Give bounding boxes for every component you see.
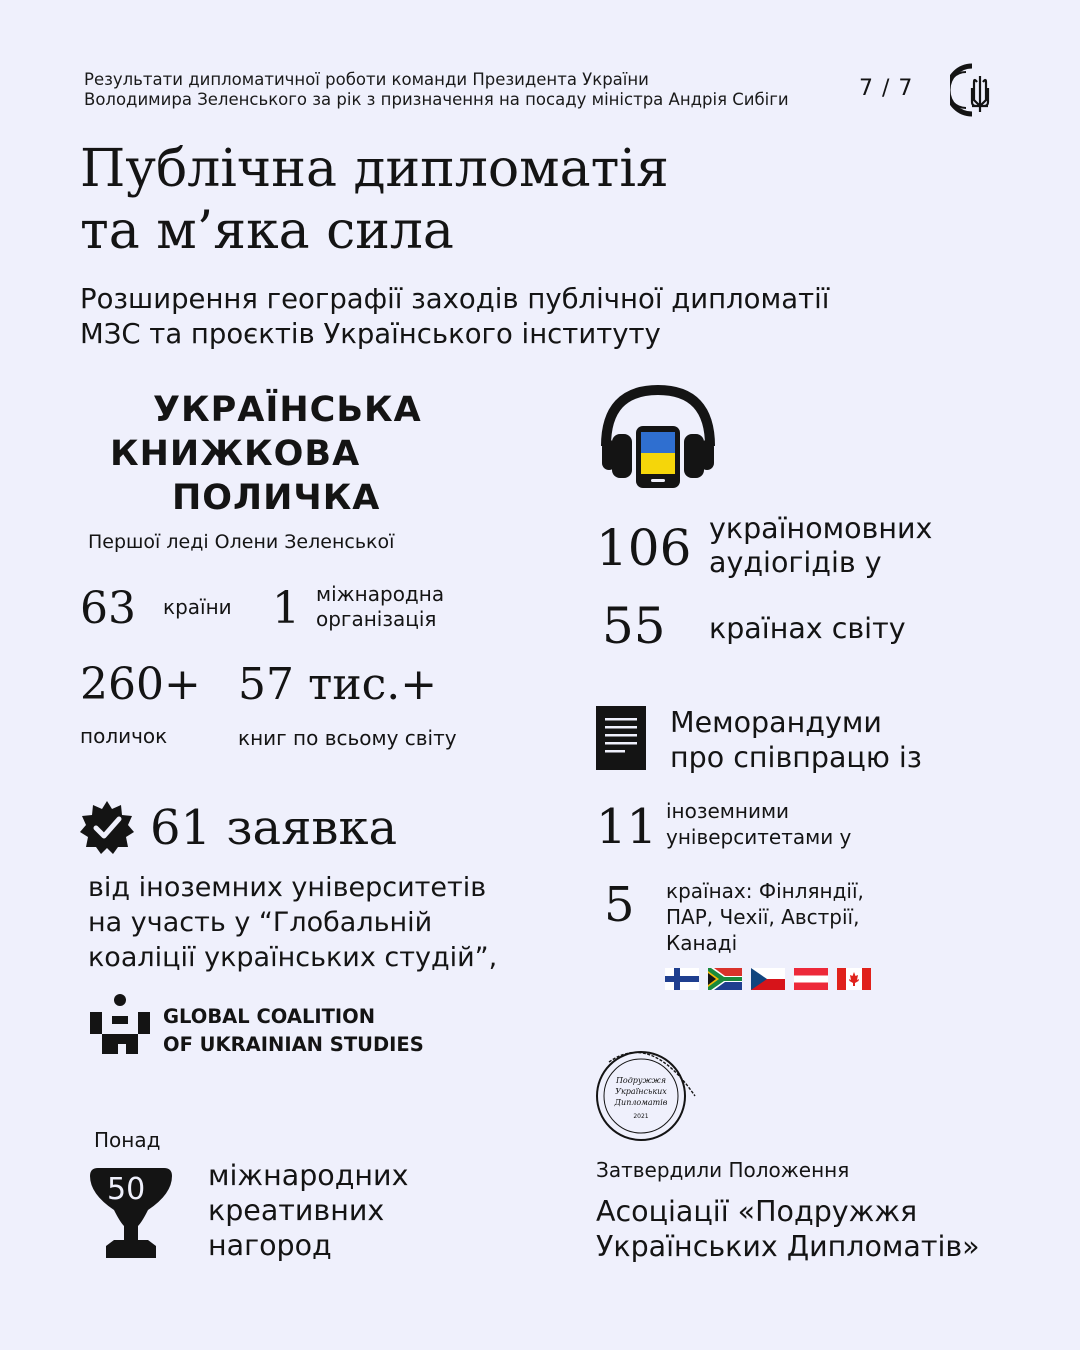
document-icon [596,706,646,770]
association-line-2: Українських Дипломатів» [596,1230,980,1263]
memoranda-countries-line-2: ПАР, Чехії, Австрії, [666,905,860,929]
orgs-count: 1 [272,583,300,634]
books-label: книг по всьому світу [238,726,457,750]
awards-line-3: нагород [208,1229,332,1262]
memoranda-countries-line-1: країнах: Фінляндії, [666,879,864,903]
gcus-line-2: OF UKRAINIAN STUDIES [163,1033,424,1056]
country-flags [665,968,871,990]
applications-headline: 61 заявка [150,800,398,856]
audioguides-count: 106 [596,519,692,577]
ministry-logo-icon [950,62,1006,118]
svg-text:Дипломатів: Дипломатів [614,1098,668,1107]
audioguides-label-line-1: україномовних [709,512,933,545]
countries-count: 63 [80,583,136,634]
verified-badge-icon [80,800,134,854]
memoranda-title [670,705,922,775]
header-line-2: Володимира Зеленського за рік з призначення на посаду міністра Андрія Сибіги [84,90,789,109]
shelves-label: поличок [80,724,168,748]
orgs-label-line-2: організація [316,607,437,631]
header-line-1: Результати дипломатичної роботи команди Президента України [84,70,649,89]
universities-label-line-1: іноземними [666,799,790,823]
awards-line-2: креативних [208,1194,385,1227]
book-shelf-subtitle: Першої леді Олени Зеленської [88,531,395,553]
awards-prefix: Понад [94,1128,161,1152]
canada-flag-icon [837,968,871,990]
title-line-2: та м’яка сила [80,201,454,261]
association-seal-icon [591,1038,703,1150]
applications-description [88,870,497,975]
page-indicator: 7 / 7 [859,76,914,101]
finland-flag-icon [665,968,699,990]
approved-label: Затвердили Положення [596,1158,850,1182]
title-line-1: Публічна дипломатія [80,139,669,199]
subtitle-line-2: МЗС та проєктів Українського інституту [80,318,661,350]
awards-line-1: міжнародних [208,1159,409,1192]
universities-label-line-2: університетами у [666,825,852,849]
svg-text:Українських: Українських [615,1087,667,1096]
book-shelf-title-line-3: ПОЛИЧКА [172,478,381,518]
books-count: 57 тис.+ [238,659,438,710]
orgs-label-line-1: міжнародна [316,582,445,606]
headphones-phone-icon [598,384,718,490]
memoranda-countries-label [666,878,864,956]
page-title [80,138,669,262]
czechia-flag-icon [751,968,785,990]
south-africa-flag-icon [708,968,742,990]
association-line-1: Асоціації «Подружжя [596,1195,918,1228]
memoranda-countries-count: 5 [604,877,635,933]
audioguides-countries-label: країнах світу [709,612,906,645]
awards-count: 50 [107,1172,146,1207]
audioguides-label-line-2: аудіогідів у [709,546,882,579]
awards-label [208,1158,408,1263]
association-name [596,1194,980,1264]
book-shelf-title-line-2: КНИЖКОВА [110,434,361,474]
page-subtitle [80,282,829,352]
applications-line-2: на участь у “Глобальній [88,907,433,938]
audioguides-countries-count: 55 [602,597,666,655]
countries-label: країни [163,595,232,619]
applications-line-1: від іноземних університетів [88,872,487,903]
subtitle-line-1: Розширення географії заходів публічної дипломатії [80,283,830,315]
orgs-label [316,582,444,632]
book-shelf-title-line-1: УКРАЇНСЬКА [153,390,422,430]
audioguides-label [709,512,932,580]
gcus-logo-icon [90,994,150,1054]
svg-text:2021: 2021 [633,1113,649,1120]
austria-flag-icon [794,968,828,990]
gcus-line-1: GLOBAL COALITION [163,1005,376,1028]
header [84,70,844,110]
applications-line-3: коаліції українських студій”, [88,942,498,973]
universities-count: 11 [596,799,658,855]
memoranda-line-1: Меморандуми [670,706,882,739]
svg-text:Подружжя: Подружжя [615,1076,667,1085]
universities-label [666,798,851,850]
memoranda-line-2: про співпрацю із [670,741,922,774]
memoranda-countries-line-3: Канаді [666,931,738,955]
gcus-logo-text [163,1003,424,1059]
shelves-count: 260+ [80,659,201,710]
